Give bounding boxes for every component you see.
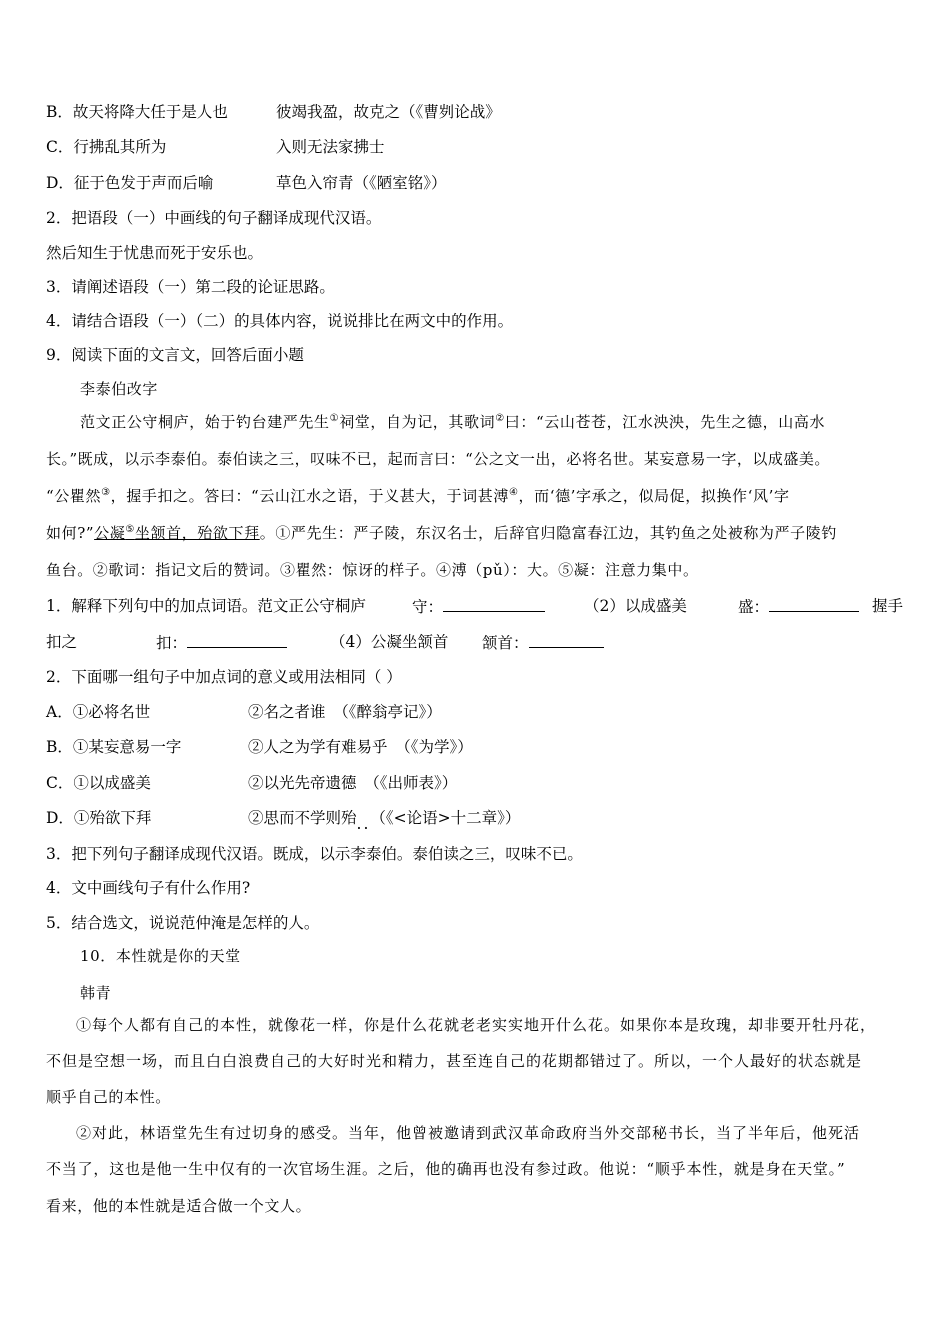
option-c-left: C．行拂乱其所为 — [46, 138, 167, 156]
option-d-right — [248, 808, 521, 833]
passage-text: 曰：“云山苍苍，江水泱泱，先生之德，山高水 — [504, 413, 826, 431]
option-d-right: 草色入帘青（《陋室铭》） — [276, 174, 447, 192]
option-a-right: ②名之者谁 （《醉翁亭记》） — [248, 703, 442, 721]
passage-text: ，握手扣之。答曰：“云山江水之语，于义甚大，于词甚溥 — [110, 487, 509, 505]
question-1-line-2 — [46, 632, 906, 652]
answer-blank[interactable] — [443, 596, 545, 612]
question-2: 2．下面哪一组句子中加点词的意义或用法相同（ ） — [46, 668, 402, 686]
footnote-marker: ⑤ — [125, 524, 135, 535]
paragraph-2-line-1: ②对此，林语堂先生有过切身的感受。当年，他曾被邀请到武汉革命政府当外交部秘书长，当了半年后，他死活 — [76, 1124, 861, 1142]
option-c-right: ②以光先帝遗德 （《出师表》） — [248, 774, 458, 792]
section-9-title: 李泰伯改字 — [80, 380, 159, 398]
answer-blank[interactable] — [769, 596, 859, 612]
option-d — [46, 173, 447, 193]
footnote-marker: ① — [329, 413, 340, 424]
answer-label-kou — [156, 632, 287, 653]
question-1-line-1 — [46, 596, 906, 616]
question-3: 3．请阐述语段（一）第二段的论证思路。 — [46, 278, 335, 296]
option-b — [46, 102, 501, 122]
paragraph-1-line-1: ①每个人都有自己的本性，就像花一样，你是什么花就老老实实地开什么花。如果你本是玫瑰，却非要开牡丹花， — [76, 1016, 877, 1034]
option-c — [46, 773, 458, 793]
label: 扣： — [156, 634, 188, 652]
question-text: 1．解释下列句中的加点词语。范文正公守桐庐 — [46, 597, 366, 615]
question-text: 扣之 — [46, 633, 78, 651]
option-b-left: B．故天将降大任于是人也 — [46, 103, 228, 121]
footnote-marker: ② — [495, 413, 505, 424]
option-d — [46, 808, 521, 833]
emphasis-dots: .. — [356, 815, 371, 833]
passage-text: ，而‘德’字承之，似局促，拟换作‘风’字 — [518, 487, 790, 505]
underlined-sentence — [94, 524, 260, 542]
answer-blank[interactable] — [187, 632, 287, 648]
footnote-marker: ③ — [101, 487, 111, 498]
answer-blank[interactable] — [529, 632, 604, 648]
option-text: （《<论语>十二章》） — [370, 809, 521, 827]
paragraph-2-line-2: 不当了，这也是他一生中仅有的一次官场生涯。之后，他的确再也没有参过政。他说：“顺乎本性，就是身在天堂。” — [46, 1160, 846, 1178]
paragraph-1-line-3: 顺乎自己的本性。 — [46, 1088, 171, 1106]
question-text: 握手 — [872, 597, 904, 615]
option-c-right: 入则无法家拂士 — [276, 138, 385, 156]
passage-text: “公瞿然 — [46, 487, 102, 505]
passage-text: 。①严先生：严子陵，东汉名士，后辞官归隐富春江边，其钓鱼之处被称为严子陵钓 — [259, 524, 837, 542]
passage-text: 祠堂，自为记，其歌词 — [339, 413, 496, 431]
label: 守： — [412, 598, 444, 616]
paragraph-1-line-2: 不但是空想一场，而且白白浪费自己的大好时光和精力，甚至连自己的花期都错过了。所以，一个人最好的状态就是 — [46, 1052, 863, 1070]
question-2-sentence: 然后知生于忧患而死于安乐也。 — [46, 244, 264, 262]
paragraph-2-line-3: 看来，他的本性就是适合做一个文人。 — [46, 1197, 312, 1215]
answer-label-hanshou — [482, 632, 604, 653]
question-2: 2．把语段（一）中画线的句子翻译成现代汉语。 — [46, 209, 382, 227]
passage-line-2: 长。”既成，以示李泰伯。泰伯读之三，叹味不已，起而言曰：“公之文一出，必将名世。某妄意易一字，以成盛美。 — [46, 450, 830, 468]
passage-line-1 — [80, 412, 825, 432]
question-text: （2）以成盛美 — [584, 597, 687, 615]
passage-text: 范文正公守桐庐，始于钓台建严先生 — [80, 413, 330, 431]
option-c-left: C．①以成盛美 — [46, 774, 151, 792]
passage-line-5: 鱼台。②歌词：指记文后的赞词。③瞿然：惊讶的样子。④溥（pǔ）：大。⑤凝：注意力集中。 — [46, 561, 699, 579]
question-4: 4．文中画线句子有什么作用? — [46, 879, 251, 897]
answer-label-sheng — [738, 596, 859, 617]
footnote-marker: ④ — [508, 487, 519, 498]
passage-line-3 — [46, 486, 790, 506]
section-10-author: 韩青 — [80, 984, 112, 1002]
option-a-left: A．①必将名世 — [46, 703, 151, 721]
underlined-text: 坐颔首，殆欲下拜 — [134, 524, 260, 542]
label: 颔首： — [482, 634, 529, 652]
label: 盛： — [738, 598, 770, 616]
passage-line-4 — [46, 523, 837, 543]
question-4: 4．请结合语段（一）（二）的具体内容，说说排比在两文中的作用。 — [46, 312, 514, 330]
option-b-left: B．①某妄意易一字 — [46, 738, 182, 756]
option-c — [46, 137, 385, 157]
option-b — [46, 737, 473, 757]
answer-label-shou — [412, 596, 545, 617]
question-5: 5．结合选文，说说范仲淹是怎样的人。 — [46, 914, 320, 932]
underlined-text: 公凝 — [94, 524, 126, 542]
option-d-left: D．①殆欲下拜 — [46, 809, 152, 827]
question-text: （4）公凝坐颔首 — [330, 633, 449, 651]
passage-text: 如何?” — [46, 524, 95, 542]
question-3: 3．把下列句子翻译成现代汉语。既成，以示李泰伯。泰伯读之三，叹味不已。 — [46, 845, 583, 863]
option-text: ②思而不学则殆 — [248, 809, 357, 827]
option-a — [46, 702, 442, 722]
section-9-heading: 9．阅读下面的文言文，回答后面小题 — [46, 346, 304, 364]
option-b-right: ②人之为学有难易乎 （《为学》） — [248, 738, 473, 756]
option-d-left: D．征于色发于声而后喻 — [46, 174, 214, 192]
section-10-title: 10．本性就是你的天堂 — [80, 947, 241, 965]
option-b-right: 彼竭我盈，故克之（《曹刿论战》 — [276, 103, 501, 121]
